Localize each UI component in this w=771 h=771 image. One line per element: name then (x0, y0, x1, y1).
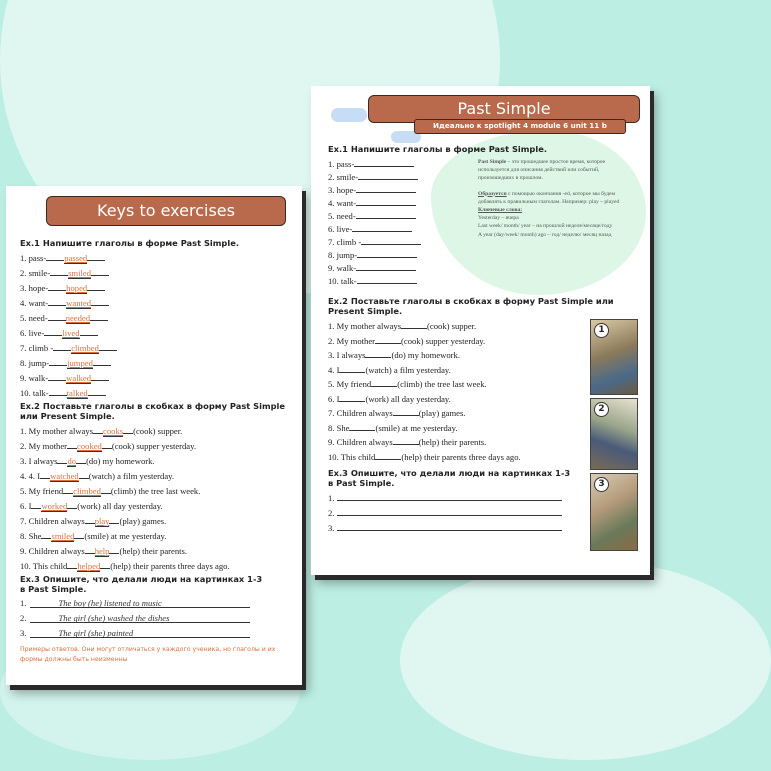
worksheet-subtitle: Идеально к spotlight 4 module 6 unit 11 b (433, 121, 607, 130)
ex1-list (328, 157, 468, 287)
item-prompt: 6. I (328, 393, 340, 404)
item-prompt: 6. live- (328, 224, 353, 234)
exercise-column (328, 319, 578, 554)
item-prompt: 3. (328, 523, 335, 533)
blank-line (356, 209, 416, 219)
item-suffix: (cook) supper yesterday. (401, 335, 486, 346)
item-prompt: 4. 4. I (20, 471, 41, 481)
blank-line (80, 326, 98, 336)
item-prompt: 9. Children always (328, 437, 393, 447)
blank-line (87, 251, 105, 261)
blank-line (76, 454, 86, 464)
info-formation-label: Образуется (478, 190, 507, 197)
blank-line (67, 499, 77, 509)
blank-line (67, 439, 77, 449)
answer-text: walked (66, 373, 91, 383)
keys-ex2-list (20, 424, 290, 574)
blank-line (48, 311, 66, 321)
item-prompt: 2. smile- (20, 268, 51, 278)
item-prompt: 2. smile- (328, 172, 359, 182)
list-item (20, 612, 290, 627)
item-prompt: 3. hope- (20, 283, 49, 293)
item-suffix: (smile) at me yesterday. (375, 422, 458, 433)
ex3-heading-2: в Past Simple. (328, 478, 395, 488)
answer-text: climbed (73, 486, 101, 496)
answer-text: play (94, 516, 110, 526)
item-prompt: 1. pass- (20, 253, 47, 263)
item-suffix: (climb) the tree last week. (397, 379, 487, 389)
list-item (20, 454, 290, 469)
keys-ex3-list (20, 597, 290, 642)
blank-line (93, 424, 103, 434)
blank-line (48, 296, 66, 306)
info-keyword: A year (day/week/ month) ago – год/ неделю/ месяц назад (478, 231, 612, 238)
item-prompt: 2. My mother (328, 335, 376, 346)
blank-line (87, 281, 105, 291)
item-prompt: 5. need- (20, 313, 48, 323)
blank-line (40, 469, 50, 479)
blank-line (85, 514, 95, 524)
item-prompt: 4. I (328, 364, 340, 375)
list-item (20, 627, 290, 642)
list-item (328, 435, 578, 450)
info-keywords-heading: Ключевые слова: (478, 207, 523, 214)
keys-ex3-heading: Ex.3 Опишите, что делали люди на картинках 1-3 (20, 574, 263, 584)
blank-line (85, 544, 95, 554)
item-prompt: 2. My mother (20, 441, 68, 451)
list-item (328, 421, 578, 436)
item-suffix: (help) their parents. (119, 546, 188, 556)
blank-line (48, 281, 66, 291)
blank-line (357, 274, 417, 284)
answer-text: jumped (67, 358, 93, 368)
blank-line (50, 266, 68, 276)
answer-text: do (67, 456, 77, 466)
list-item (328, 406, 578, 421)
item-prompt: 1. pass- (328, 159, 355, 169)
answer-text: passed (64, 253, 88, 263)
blank-line (53, 341, 71, 351)
ex1-heading: Ex.1 Напишите глаголы в форме Past Simple. (328, 144, 547, 154)
keys-header (20, 186, 290, 238)
blank-line (93, 356, 111, 366)
info-formation: с помощью окончания -ed, которое мы будем добавлять к правильным глаголам. Например: play – played (478, 190, 620, 205)
list-item (20, 484, 290, 499)
blank-line (109, 514, 119, 524)
answer-text: help (94, 546, 110, 556)
keys-ex1-list (20, 251, 290, 401)
item-prompt: 9. walk- (328, 263, 357, 273)
ex2-list (328, 319, 578, 464)
blank-line (339, 363, 365, 373)
item-suffix: (work) all day yesterday. (77, 501, 163, 511)
item-prompt: 3. I always (328, 350, 366, 360)
item-prompt: 2. (328, 508, 335, 518)
answer-line (337, 521, 562, 531)
ex2-heading: Ex.2 Поставьте глаголы в скобках в форму Past Simple или Present Simple. (328, 296, 614, 316)
list-item (328, 377, 578, 392)
blank-line (349, 421, 375, 431)
item-prompt: 7. Children always (328, 408, 393, 418)
item-prompt: 8. She (328, 422, 350, 433)
blank-line (356, 196, 416, 206)
blank-line (46, 251, 64, 261)
info-keyword: Yesterday – вчера (478, 215, 519, 222)
blank-line (74, 529, 84, 539)
answer-text: needed (65, 313, 91, 323)
item-prompt: 1. My mother always (328, 321, 402, 331)
list-item (20, 356, 290, 371)
item-prompt: 1. (328, 493, 335, 503)
blank-line (375, 334, 401, 344)
photo-number: 1 (594, 323, 609, 338)
ex3-list (328, 491, 578, 536)
photo-boy-listening (590, 319, 638, 395)
worksheet-title: Past Simple (457, 99, 551, 118)
blank-line (102, 439, 112, 449)
blank-line (79, 469, 89, 479)
photo-girl-painting (590, 473, 638, 551)
list-item (20, 597, 290, 612)
item-suffix: (play) games. (418, 408, 466, 418)
blank-line (57, 454, 67, 464)
grammar-info (478, 158, 633, 239)
list-item (328, 261, 468, 274)
answer-text: climbed (71, 343, 99, 353)
answer-key-page (6, 186, 302, 685)
answer-text: cooked (77, 441, 102, 451)
list-item (328, 521, 578, 536)
answer-text: The girl (she) washed the dishes (58, 613, 170, 623)
answer-text: smiled (51, 531, 75, 541)
answer-text: lived (62, 328, 80, 338)
item-prompt: 8. jump- (328, 250, 358, 260)
item-suffix: (smile) at me yesterday. (84, 531, 167, 541)
blank-line (393, 406, 419, 416)
answer-text: hoped (66, 283, 88, 293)
list-item (328, 334, 578, 349)
background-shape (400, 560, 771, 760)
keys-ex2-section (20, 401, 290, 574)
list-item (20, 341, 290, 356)
list-item (328, 491, 578, 506)
item-suffix: (help) their parents three days ago. (110, 561, 230, 571)
list-item (20, 514, 290, 529)
blank-line (49, 386, 67, 396)
list-item (328, 196, 468, 209)
item-prompt: 10. This child (328, 451, 376, 462)
answer-text: smiled (68, 268, 91, 278)
item-prompt: 4. want- (328, 198, 357, 208)
item-prompt: 1. (20, 598, 27, 608)
answer-line (30, 612, 250, 623)
keys-title-bar (46, 196, 286, 226)
answer-text: worked (41, 501, 68, 511)
photo-girl-washing (590, 398, 638, 470)
answer-text: cooks (103, 426, 124, 436)
blank-line (91, 371, 109, 381)
list-item (20, 326, 290, 341)
item-prompt: 3. I always (20, 456, 58, 466)
list-item (20, 251, 290, 266)
blank-line (109, 544, 119, 554)
ex2-section (328, 296, 638, 554)
answer-text: wanted (66, 298, 91, 308)
blank-line (358, 170, 418, 180)
list-item (20, 424, 290, 439)
item-prompt: 6. I (20, 501, 32, 511)
item-prompt: 5. My friend (20, 486, 64, 496)
blank-line (101, 484, 111, 494)
keys-ex1-heading: Ex.1 Напишите глаголы в форме Past Simple. (20, 238, 239, 248)
blank-line (361, 235, 421, 245)
answer-text: watched (50, 471, 79, 481)
blank-line (357, 248, 417, 258)
info-term: Past Simple (478, 159, 507, 165)
blank-line (88, 386, 106, 396)
keys-ex2-heading: Ex.2 Поставьте глаголы в скобках в форму Past Simple или Present Simple. (20, 401, 286, 421)
item-suffix: (watch) a film yesterday. (365, 364, 451, 375)
keys-ex3-section (20, 574, 290, 642)
blank-line (375, 450, 401, 460)
item-suffix: (do) my homework. (391, 350, 460, 360)
photo-number: 3 (594, 477, 609, 492)
item-suffix: (play) games. (119, 516, 167, 526)
answer-text: talked (66, 388, 88, 398)
blank-line (354, 157, 414, 167)
blank-line (393, 435, 419, 445)
list-item (20, 559, 290, 574)
blank-line (41, 529, 51, 539)
blank-line (401, 319, 427, 329)
keys-ex1-section (20, 238, 290, 401)
info-definition: – это прошедшее простое время, которое используется для описания действий или событий, произошедших в прошлом. (478, 159, 606, 182)
blank-line (48, 371, 66, 381)
list-item (328, 274, 468, 287)
list-item (20, 386, 290, 401)
list-item (328, 235, 468, 248)
ex1-section (328, 144, 638, 296)
answer-line (337, 491, 562, 501)
item-prompt: 2. (20, 613, 27, 623)
blank-line (99, 341, 117, 351)
item-suffix: (cook) supper. (133, 426, 183, 436)
blank-line (371, 377, 397, 387)
ex2-ex3-row (328, 319, 638, 554)
blank-line (339, 392, 365, 402)
answer-line (337, 506, 562, 516)
item-prompt: 10. talk- (328, 276, 357, 286)
answer-text: helped (77, 561, 101, 571)
item-prompt: 10. This child (20, 561, 68, 571)
item-prompt: 8. jump- (20, 358, 50, 368)
answer-line (30, 597, 250, 608)
list-item (328, 248, 468, 261)
photo-number: 2 (594, 402, 609, 417)
list-item (20, 469, 290, 484)
list-item (20, 439, 290, 454)
keys-title: Keys to exercises (97, 201, 235, 220)
answer-text: The boy (he) listened to music (58, 598, 162, 608)
blank-line (91, 266, 109, 276)
list-item (20, 371, 290, 386)
list-item (328, 170, 468, 183)
item-suffix: (help) their parents. (418, 437, 487, 447)
info-keyword: Last week/ month/ year – на прошлой неделе/месяце/году (478, 223, 613, 230)
blank-line (100, 559, 110, 569)
list-item (328, 183, 468, 196)
subtitle-bar (414, 119, 626, 134)
list-item (328, 392, 578, 407)
blank-line (44, 326, 62, 336)
item-prompt: 8. She (20, 531, 42, 541)
list-item (328, 363, 578, 378)
blank-line (356, 261, 416, 271)
list-item (20, 296, 290, 311)
item-suffix: (climb) the tree last week. (110, 486, 201, 496)
blank-line (352, 222, 412, 232)
photo-column (590, 319, 638, 554)
answer-text: The girl (she) painted (58, 628, 134, 638)
list-item (328, 222, 468, 235)
list-item (328, 157, 468, 170)
blank-line (123, 424, 133, 434)
item-suffix: (help) their parents three days ago. (401, 451, 521, 462)
item-prompt: 7. climb - (328, 237, 362, 247)
item-prompt: 10. talk- (20, 388, 49, 398)
item-prompt: 9. walk- (20, 373, 49, 383)
list-item (20, 499, 290, 514)
blank-line (31, 499, 41, 509)
list-item (20, 266, 290, 281)
list-item (328, 450, 578, 465)
list-item (328, 348, 578, 363)
item-prompt: 5. My friend (328, 379, 372, 389)
ex3-heading: Ex.3 Опишите, что делали люди на картинках 1-3 (328, 468, 571, 478)
item-prompt: 1. My mother always (20, 426, 94, 436)
item-prompt: 9. Children always (20, 546, 85, 556)
worksheet-page (311, 86, 650, 575)
item-prompt: 6. live- (20, 328, 45, 338)
list-item (20, 281, 290, 296)
blank-line (49, 356, 67, 366)
item-prompt: 3. (20, 628, 27, 638)
list-item (20, 544, 290, 559)
blank-line (63, 484, 73, 494)
blank-line (356, 183, 416, 193)
item-suffix: (cook) supper. (427, 321, 477, 331)
item-prompt: 4. want- (20, 298, 49, 308)
keys-ex3-heading-2: в Past Simple. (20, 584, 87, 594)
item-suffix: (cook) supper yesterday. (111, 441, 197, 451)
item-suffix: (work) all day yesterday. (365, 393, 451, 404)
item-suffix: (do) my homework. (86, 456, 155, 466)
item-prompt: 5. need- (328, 211, 356, 221)
list-item (328, 319, 578, 334)
blank-line (365, 348, 391, 358)
list-item (20, 311, 290, 326)
list-item (328, 506, 578, 521)
list-item (328, 209, 468, 222)
item-suffix: (watch) a film yesterday. (88, 471, 175, 481)
item-prompt: 3. hope- (328, 185, 357, 195)
answer-line (30, 627, 250, 638)
blank-line (67, 559, 77, 569)
item-prompt: 7. climb - (20, 343, 54, 353)
worksheet-header (328, 86, 638, 144)
blank-line (90, 311, 108, 321)
keys-note: Примеры ответов. Они могут отличаться у каждого ученика, но глаголы и их формы должны быть неизменны (20, 646, 276, 663)
list-item (20, 529, 290, 544)
blank-line (91, 296, 109, 306)
item-prompt: 7. Children always (20, 516, 85, 526)
